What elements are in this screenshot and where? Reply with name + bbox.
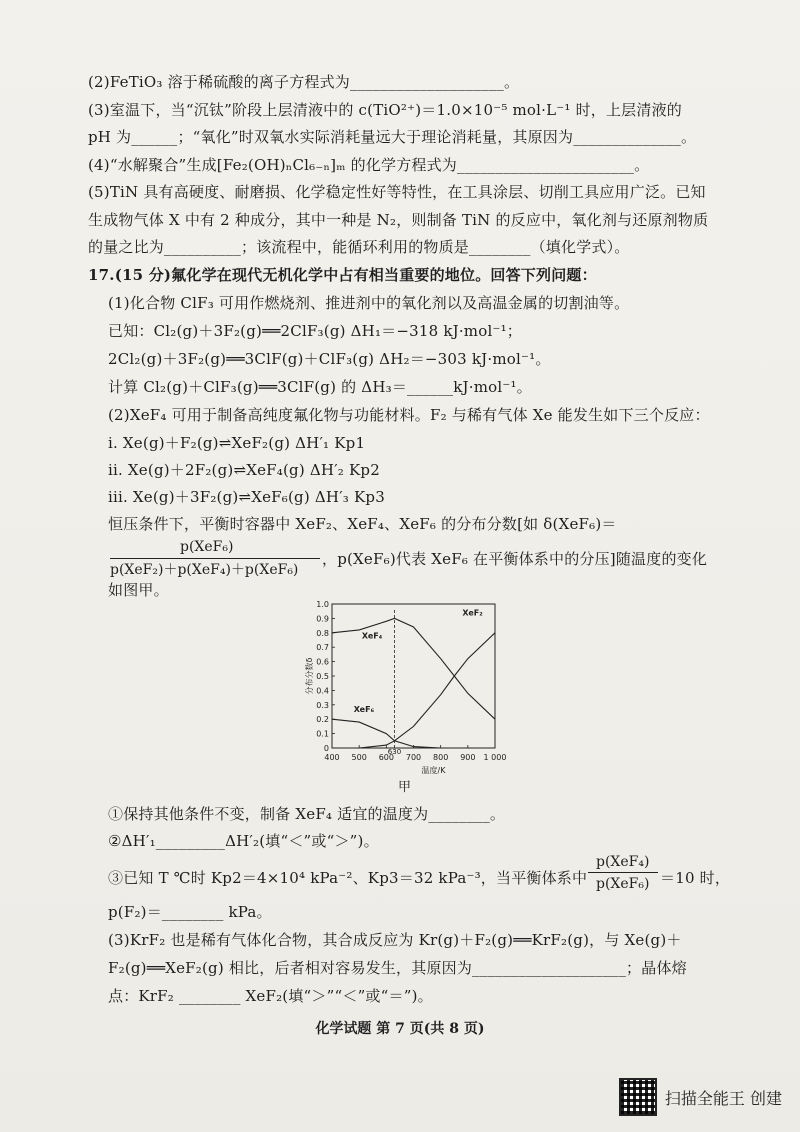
- y-tick-label: 0.9: [316, 614, 329, 624]
- y-tick-label: 1.0: [316, 600, 329, 609]
- chart-caption: 甲: [398, 780, 412, 795]
- q17-part2-intro: (2)XeF₄ 可用于制备高纯度氟化物与功能材料。F₂ 与稀有气体 Xe 能发生如下三个反应：: [108, 406, 710, 424]
- q17-sub1-temperature: ①保持其他条件不变，制备 XeF₄ 适宜的温度为________。: [108, 805, 506, 823]
- line-3-oxidation: pH 为______；“氧化”时双氧水实际消耗量远大于理论消耗量，其原因为______________。: [88, 128, 697, 146]
- scanner-watermark: [619, 1078, 782, 1116]
- delta-fraction-bar: [110, 558, 320, 559]
- q17-pf2: p(F₂)＝________ kPa。: [108, 903, 272, 921]
- ratio-bar: [588, 872, 658, 873]
- distribution-chart: [300, 598, 520, 798]
- q17-reaction-ii: ii. Xe(g)＋2F₂(g)⇌XeF₄(g) ΔH′₂ Kp2: [108, 461, 380, 479]
- q17-reaction-2: 2Cl₂(g)＋3F₂(g)══3ClF(g)＋ClF₃(g) ΔH₂＝−303 kJ·mol⁻¹。: [108, 350, 551, 368]
- watermark-text: 扫描全能王 创建: [664, 1088, 782, 1108]
- q17-distribution-intro: 恒压条件下，平衡时容器中 XeF₂、XeF₄、XeF₆ 的分布分数[如 δ(XeF₆)＝: [108, 515, 617, 533]
- q17-part3-compare: F₂(g)══XeF₂(g) 相比，后者相对容易发生，其原因为____________________；晶体熔: [108, 959, 687, 977]
- y-tick-label: 0.8: [316, 628, 329, 638]
- x-axis-label: 温度/K: [421, 766, 446, 775]
- qr-code-icon: [619, 1078, 657, 1116]
- q17-reaction-1: 已知：Cl₂(g)＋3F₂(g)══2ClF₃(g) ΔH₁＝−318 kJ·mol⁻¹；: [108, 322, 522, 340]
- x-tick-label: 800: [433, 753, 449, 762]
- x-tick-label: 900: [460, 753, 476, 762]
- series-label: XeF₄: [361, 631, 383, 641]
- q17-reaction-i: i. Xe(g)＋F₂(g)⇌XeF₂(g) ΔH′₁ Kp1: [108, 434, 366, 452]
- x-tick-label: 400: [324, 753, 340, 762]
- delta-fraction-tail: ，p(XeF₆)代表 XeF₆ 在平衡体系中的分压]随温度的变化: [322, 550, 708, 568]
- x-tick-label: 600: [378, 753, 394, 762]
- q17-part1-intro: (1)化合物 ClF₃ 可用作燃烧剂、推进剂中的氧化剂以及高温金属的切割油等。: [108, 294, 630, 312]
- line-2-ionic-equation: (2)FeTiO₃ 溶于稀硫酸的离子方程式为____________________。: [88, 73, 520, 91]
- series-label: XeF₂: [462, 608, 483, 618]
- x-tick-label: 700: [405, 753, 422, 762]
- delta-fraction-denominator: p(XeF₂)＋p(XeF₄)＋p(XeF₆): [110, 562, 299, 578]
- vline-label: 630: [387, 748, 402, 756]
- page-footer: 化学试题 第 7 页(共 8 页): [315, 1021, 485, 1037]
- q17-part3-krf2: (3)KrF₂ 也是稀有气体化合物，其合成反应为 Kr(g)＋F₂(g)══KrF₂(g)，与 Xe(g)＋: [108, 931, 682, 949]
- question-17-heading: 17.(15 分)氟化学在现代无机化学中占有相当重要的地位。回答下列问题：: [88, 266, 597, 284]
- q17-sub2-enthalpy: ②ΔH′₁_________ΔH′₂(填“＜”或“＞”)。: [108, 832, 379, 850]
- q17-sub3-head: ③已知 T ℃时 Kp2＝4×10⁴ kPa⁻²、Kp3＝32 kPa⁻³，当平衡体系中: [108, 869, 588, 887]
- line-4-hydrolysis: (4)“水解聚合”生成[Fe₂(OH)ₙCl₆₋ₙ]ₘ 的化学方程式为_______________________。: [88, 156, 650, 174]
- delta-fraction-numerator: p(XeF₆): [180, 539, 234, 555]
- q17-reaction-iii: iii. Xe(g)＋3F₂(g)⇌XeF₆(g) ΔH′₃ Kp3: [108, 488, 385, 506]
- x-tick-label: 1 000: [483, 753, 507, 762]
- series-line-XeF₆: [332, 719, 495, 748]
- y-tick-label: 0.7: [316, 643, 329, 653]
- ratio-denominator: p(XeF₆): [596, 876, 650, 892]
- ratio-numerator: p(XeF₄): [596, 854, 650, 870]
- y-tick-label: 0.2: [316, 715, 329, 725]
- y-tick-label: 0.1: [316, 729, 329, 739]
- series-line-XeF₂: [332, 633, 495, 748]
- q17-delta-h3: 计算 Cl₂(g)＋ClF₃(g)══3ClF(g) 的 ΔH₃＝______kJ·mol⁻¹。: [108, 378, 532, 396]
- y-tick-label: 0.6: [316, 657, 329, 667]
- y-axis-label: 分布分数δ: [305, 657, 314, 695]
- figure-reference: 如图甲。: [108, 581, 169, 599]
- ratio-tail: ＝10 时，: [660, 869, 731, 887]
- line-5-tin: (5)TiN 具有高硬度、耐磨损、化学稳定性好等特性，在工具涂层、切削工具应用广泛。已知: [88, 183, 706, 201]
- y-tick-label: 0.3: [316, 700, 329, 710]
- q17-part3-melting: 点：KrF₂ ________ XeF₂(填“＞”“＜”或“＝”)。: [108, 987, 433, 1005]
- y-tick-label: 0.5: [316, 672, 329, 681]
- y-origin-label: 0: [323, 744, 329, 753]
- y-tick-label: 0.4: [316, 686, 329, 696]
- line-5-gas-x: 生成物气体 X 中有 2 种成分，其中一种是 N₂，则制备 TiN 的反应中，氧化剂与还原剂物质: [88, 211, 709, 229]
- line-3-titanium-ph: (3)室温下，当“沉钛”阶段上层清液中的 c(TiO²⁺)＝1.0×10⁻⁵ mol·L⁻¹ 时，上层清液的: [88, 101, 682, 119]
- x-tick-label: 500: [351, 753, 367, 762]
- series-label: XeF₆: [353, 705, 375, 714]
- line-5-ratio: 的量之比为__________；该流程中，能循环利用的物质是________（填化学式）。: [88, 238, 630, 256]
